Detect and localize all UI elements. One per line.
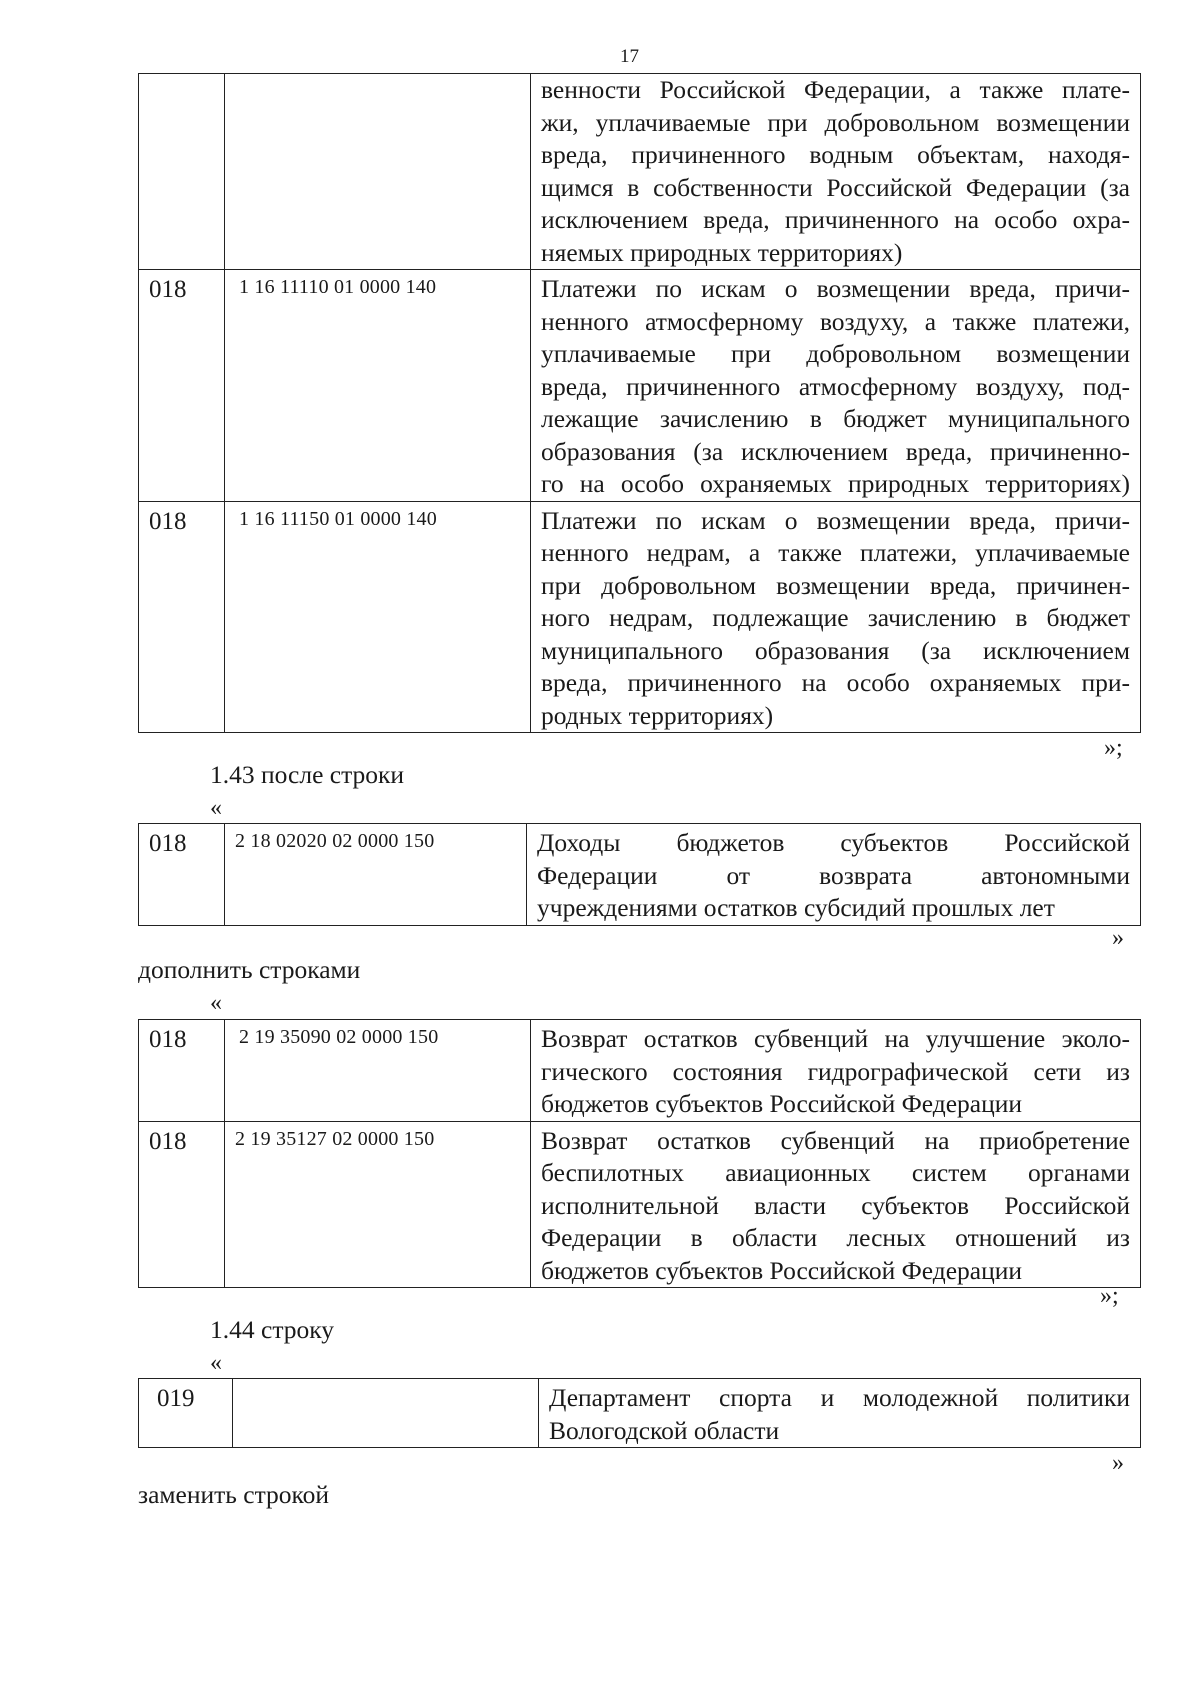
text-line: вреда, причиненного атмосферному воздуху, под- — [541, 371, 1130, 401]
kbk-cell: 1 16 11150 01 0000 140 — [225, 501, 531, 733]
kbk-cell — [233, 1379, 539, 1448]
text-line: гического состояния гидрографической сети из — [541, 1056, 1130, 1086]
opening-quote: « — [210, 1350, 222, 1376]
description-cell — [531, 74, 1141, 270]
code-cell: 018 — [139, 1121, 225, 1288]
table-row — [139, 501, 1141, 733]
code-cell — [139, 74, 225, 270]
text-line: бюджетов субъектов Российской Федерации — [541, 1089, 1023, 1118]
opening-quote: « — [210, 795, 222, 821]
text-line: Федерации от возврата автономными — [537, 860, 1130, 890]
table-row — [139, 270, 1141, 502]
code-cell: 018 — [139, 1020, 225, 1122]
table-2 — [138, 823, 1141, 926]
table-4 — [138, 1378, 1141, 1448]
section-heading-1-44: 1.44 строку — [210, 1315, 335, 1344]
text-line: жи, уплачиваемые при добровольном возмещении — [541, 107, 1130, 137]
text-line: муниципального образования (за исключением — [541, 635, 1130, 665]
description-cell — [531, 501, 1141, 733]
table-row — [139, 1020, 1141, 1122]
text-line: бюджетов субъектов Российской Федерации — [541, 1255, 1023, 1285]
code-cell: 018 — [139, 501, 225, 733]
table-3 — [138, 1019, 1141, 1288]
closing-quote: »; — [1100, 1283, 1119, 1309]
text-line: Доходы бюджетов субъектов Российской — [537, 828, 1130, 857]
kbk-cell: 1 16 11110 01 0000 140 — [225, 270, 531, 502]
code-cell: 019 — [139, 1379, 233, 1448]
opening-quote: « — [210, 990, 222, 1016]
description-cell — [531, 1020, 1141, 1122]
text-line: Платежи по искам о возмещении вреда, причи- — [541, 274, 1130, 303]
description-cell — [531, 1121, 1141, 1288]
description-cell — [531, 270, 1141, 502]
kbk-cell: 2 19 35090 02 0000 150 — [225, 1020, 531, 1122]
kbk-cell: 2 18 02020 02 0000 150 — [225, 824, 527, 926]
text-line: родных территориях) — [541, 700, 774, 730]
description-cell — [539, 1379, 1141, 1448]
code-cell: 018 — [139, 824, 225, 926]
text-line: Возврат остатков субвенций на улучшение эколо- — [541, 1024, 1130, 1053]
table-1 — [138, 73, 1141, 733]
text-line: Департамент спорта и молодежной политики — [549, 1383, 1130, 1412]
text-line: при добровольном возмещении вреда, причинен- — [541, 570, 1130, 600]
text-line: Вологодской области — [549, 1415, 780, 1445]
kbk-cell — [225, 74, 531, 270]
table-row — [139, 1379, 1141, 1448]
text-line: уплачиваемые при добровольном возмещении — [541, 339, 1130, 368]
text-line: исполнительной власти субъектов Российской — [541, 1190, 1130, 1220]
text-line: беспилотных авиационных систем органами — [541, 1158, 1130, 1187]
text-line: лежащие зачислению в бюджет муниципального — [541, 404, 1130, 433]
kbk-cell: 2 19 35127 02 0000 150 — [225, 1121, 531, 1288]
text-line: Федерации в области лесных отношений из — [541, 1223, 1130, 1252]
text-line: Возврат остатков субвенций на приобретение — [541, 1125, 1130, 1155]
text-line: образования (за исключением вреда, причиненно- — [541, 436, 1130, 466]
text-line: ненного недрам, а также платежи, уплачиваемые — [541, 538, 1130, 567]
text-line: го на особо охраняемых природных территориях) — [541, 469, 1130, 498]
table-row — [139, 824, 1141, 926]
text-line: вреда, причиненного на особо охраняемых при- — [541, 668, 1130, 697]
text-line: венности Российской Федерации, а также плате- — [541, 75, 1130, 104]
text-line: ного недрам, подлежащие зачислению в бюджет — [541, 603, 1130, 632]
text-line: няемых природных территориях) — [541, 237, 903, 267]
text-line: вреда, причиненного водным объектам, находя- — [541, 140, 1130, 169]
description-cell — [527, 824, 1141, 926]
text-line: ненного атмосферному воздуху, а также платежи, — [541, 306, 1130, 336]
replace-row-text: заменить строкой — [138, 1480, 330, 1509]
text-line: исключением вреда, причиненного на особо охра- — [541, 205, 1130, 234]
closing-quote: » — [1112, 1450, 1124, 1476]
text-line: щимся в собственности Российской Федерации (за — [541, 172, 1130, 202]
code-cell: 018 — [139, 270, 225, 502]
table-row — [139, 74, 1141, 270]
closing-quote: »; — [1104, 735, 1123, 761]
page-number: 17 — [620, 46, 639, 67]
text-line: учреждениями остатков субсидий прошлых лет — [537, 893, 1055, 922]
section-heading-1-43: 1.43 после строки — [210, 760, 405, 789]
closing-quote: » — [1112, 925, 1124, 951]
add-rows-text: дополнить строками — [138, 955, 361, 984]
table-row — [139, 1121, 1141, 1288]
text-line: Платежи по искам о возмещении вреда, причи- — [541, 505, 1130, 535]
